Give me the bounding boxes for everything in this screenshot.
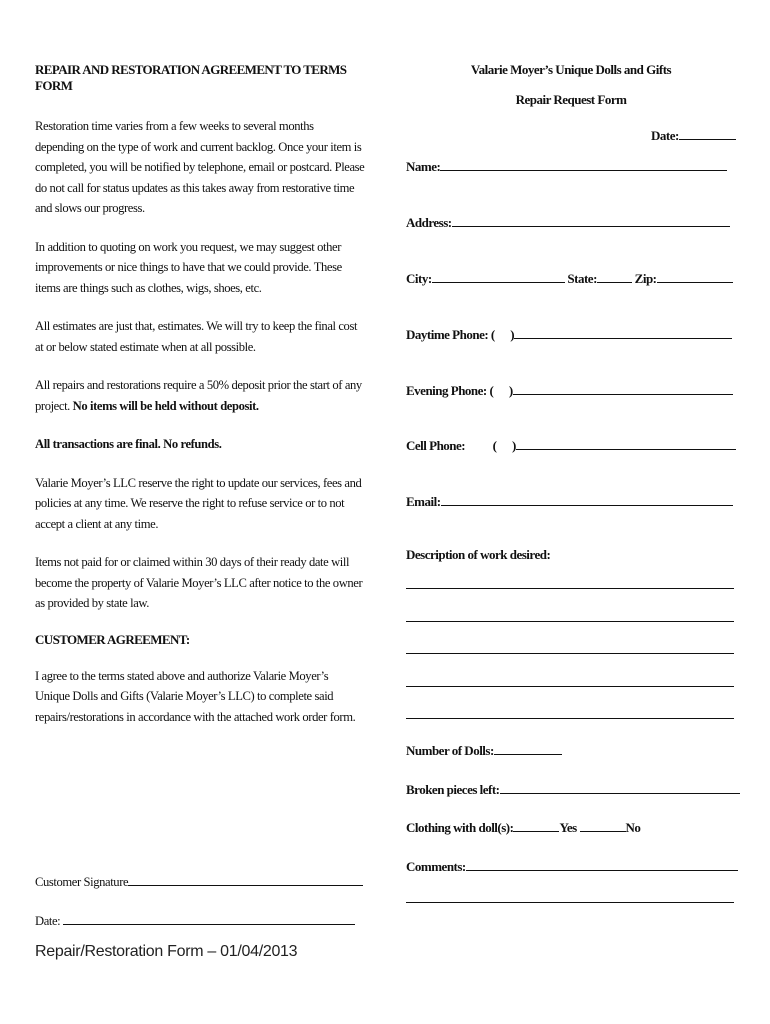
terms-no-refunds: All transactions are final. No refunds.	[35, 437, 222, 451]
cell-phone-label: Cell Phone:	[406, 438, 466, 453]
cell-phone-row	[406, 436, 736, 454]
form-title: Repair Request Form	[515, 92, 627, 107]
broken-pieces-field[interactable]	[500, 780, 740, 794]
evening-phone-label: Evening Phone: (	[406, 383, 494, 398]
evening-phone-row	[406, 381, 733, 399]
clothing-yes-field[interactable]	[513, 818, 559, 832]
terms-estimates: All estimates are just that, estimates. We will try to keep the final cost at or below stated estimate when at all possible.	[35, 319, 358, 354]
form-date-field[interactable]	[679, 126, 736, 140]
terms-deposit	[35, 375, 365, 416]
comments-line-2[interactable]	[406, 902, 734, 903]
terms-deposit-text: All repairs and restorations require a 50% deposit prior the start of any project.	[35, 378, 362, 413]
customer-signature-row	[35, 872, 363, 890]
clothing-no-label: No	[625, 820, 641, 835]
address-field[interactable]	[452, 213, 730, 227]
form-date-label: Date:	[651, 128, 679, 143]
city-field[interactable]	[432, 269, 565, 283]
name-row	[406, 157, 727, 175]
broken-pieces-label: Broken pieces left:	[406, 782, 500, 797]
daytime-paren-close: )	[510, 327, 515, 342]
daytime-phone-field[interactable]	[514, 325, 732, 339]
description-line-5[interactable]	[406, 718, 734, 719]
daytime-phone-row	[406, 325, 732, 343]
terms-heading: REPAIR AND RESTORATION AGREEMENT TO TERMS FORM	[35, 62, 347, 93]
name-field[interactable]	[440, 157, 727, 171]
footer-form-id: Repair/Restoration Form – 01/04/2013	[35, 943, 298, 960]
clothing-yes-label: Yes	[559, 820, 577, 835]
email-row	[406, 492, 733, 510]
comments-row	[406, 857, 738, 875]
comments-field[interactable]	[466, 857, 738, 871]
request-form-header	[406, 62, 736, 108]
name-label: Name:	[406, 159, 441, 174]
email-field[interactable]	[441, 492, 733, 506]
terms-unclaimed: Items not paid for or claimed within 30 days of their ready date will become the property of Valarie Moyer’s LLC after notice to the owner as provided by state law.	[35, 555, 363, 610]
signature-date-field[interactable]	[63, 911, 355, 925]
description-line-2[interactable]	[406, 621, 734, 622]
description-line-4[interactable]	[406, 686, 734, 687]
form-date-row	[651, 126, 736, 144]
broken-pieces-row	[406, 780, 740, 798]
description-line-3[interactable]	[406, 653, 734, 654]
description-label: Description of work desired:	[406, 547, 551, 562]
clothing-no-field[interactable]	[580, 818, 626, 832]
number-of-dolls-label: Number of Dolls:	[406, 743, 494, 758]
terms-column	[35, 62, 365, 745]
state-label: State:	[567, 271, 597, 286]
comments-label: Comments:	[406, 859, 466, 874]
number-of-dolls-field[interactable]	[494, 741, 562, 755]
clothing-label: Clothing with doll(s):	[406, 820, 514, 835]
cell-paren-open: (	[492, 438, 497, 453]
address-label: Address:	[406, 215, 452, 230]
evening-phone-field[interactable]	[513, 381, 733, 395]
address-row	[406, 213, 730, 231]
description-line-1[interactable]	[406, 588, 734, 589]
terms-rights: Valarie Moyer’s LLC reserve the right to update our services, fees and policies at any time. We reserve the right to refuse service or to not accept a client at any time.	[35, 475, 362, 531]
zip-field[interactable]	[657, 269, 733, 283]
terms-restoration-time: Restoration time varies from a few weeks to several months depending on the type of work and current backlog. Once your item is completed, you will be notified by telephone, email or postcard. Please do not call for status updates as this takes away from restorative time and slows our progress.	[35, 119, 365, 215]
evening-paren-close: )	[508, 383, 513, 398]
agreement-heading: CUSTOMER AGREEMENT:	[35, 631, 190, 647]
number-of-dolls-row	[406, 741, 562, 759]
cell-paren-close: )	[511, 438, 516, 453]
city-label: City:	[406, 271, 432, 286]
city-state-zip-row	[406, 269, 733, 287]
terms-suggestions: In addition to quoting on work you request, we may suggest other improvements or nice things to have that we could provide. These items are things such as clothes, wigs, shoes, etc.	[35, 239, 342, 295]
email-label: Email:	[406, 494, 441, 509]
signature-label: Customer Signature	[35, 875, 129, 889]
clothing-row	[406, 818, 640, 836]
terms-deposit-bold: No items will be held without deposit.	[72, 398, 259, 413]
zip-label: Zip:	[634, 271, 657, 286]
state-field[interactable]	[597, 269, 632, 283]
signature-date-row	[35, 911, 355, 929]
signature-date-label: Date:	[35, 914, 64, 928]
daytime-phone-label: Daytime Phone: (	[406, 327, 495, 342]
company-name: Valarie Moyer’s Unique Dolls and Gifts	[470, 62, 672, 77]
signature-field[interactable]	[128, 872, 363, 886]
cell-phone-field[interactable]	[516, 436, 736, 450]
agreement-text: I agree to the terms stated above and authorize Valarie Moyer’s Unique Dolls and Gifts (Valarie Moyer’s LLC) to complete said repairs/restorations in accordance with the attached work order form.	[35, 668, 356, 724]
